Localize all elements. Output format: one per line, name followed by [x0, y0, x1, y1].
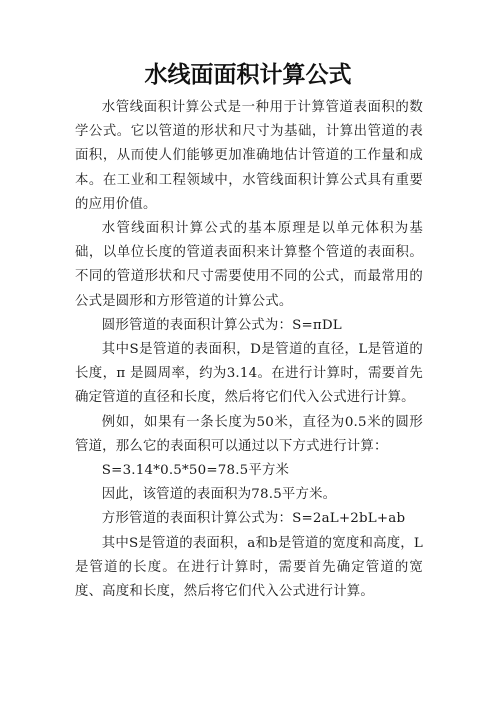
paragraph-example-calculation: S=3.14*0.5*50=78.5平方米 — [101, 463, 290, 479]
paragraph-example: 例如，如果有一条长度为50米，直径为0.5米的圆形管道，那么它的表面积可以通过以下方式进行计算： — [75, 414, 423, 454]
paragraph-example-result: 因此，该管道的表面积为78.5平方米。 — [101, 487, 337, 503]
paragraph-intro: 水管线面积计算公式是一种用于计算管道表面积的数学公式。它以管道的形状和尺寸为基础，计算出管道的表面积，从而使人们能够更加准确地估计管道的工作量和成本。在工业和工程领域中，水管线面积计算公式具有重要的应用价值。 — [75, 100, 423, 212]
document-body — [75, 96, 423, 604]
paragraph-circle-explanation: 其中S是管道的表面积，D是管道的直径，L是管道的长度，π 是圆周率，约为3.14。在进行计算时，需要首先确定管道的直径和长度，然后将它们代入公式进行计算。 — [75, 342, 423, 406]
paragraph-square-formula: 方形管道的表面积计算公式为：S=2aL+2bL+ab — [101, 511, 406, 527]
paragraph-square-explanation: 其中S是管道的表面积，a和b是管道的宽度和高度，L是管道的长度。在进行计算时，需要首先确定管道的宽度、高度和长度，然后将它们代入公式进行计算。 — [75, 535, 423, 600]
paragraph-circle-formula: 圆形管道的表面积计算公式为：S=πDL — [101, 317, 342, 333]
document-title: 水线面面积计算公式 — [144, 62, 352, 88]
paragraph-principle: 水管线面积计算公式的基本原理是以单元体积为基础，以单位长度的管道表面积来计算整个管道的表面积。不同的管道形状和尺寸需要使用不同的公式，而最常用的公式是圆形和方形管道的计算公式。 — [75, 221, 423, 309]
